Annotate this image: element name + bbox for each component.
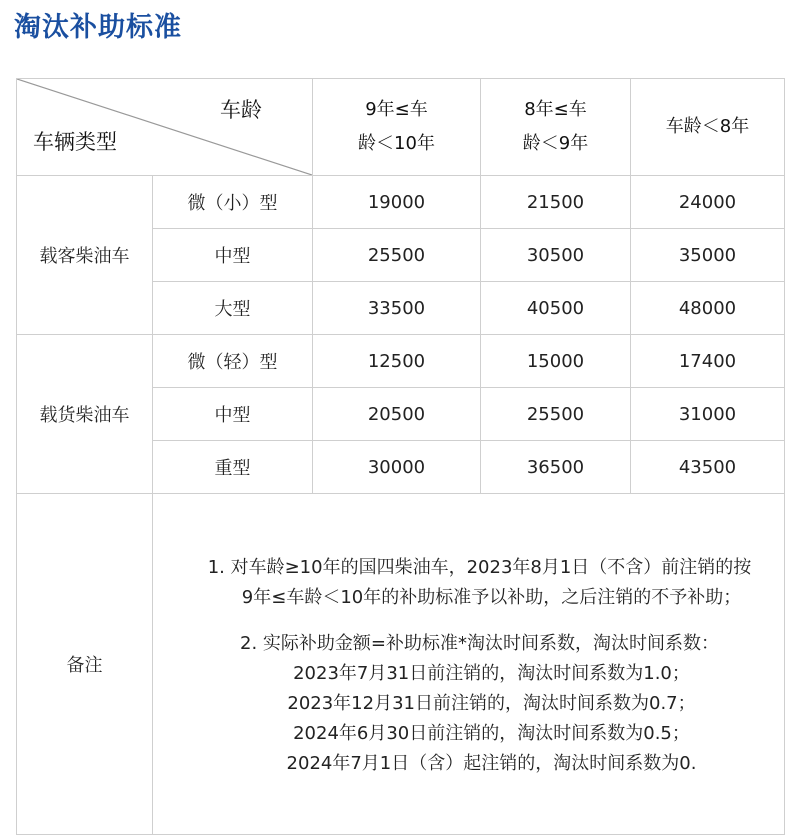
note-line: 1. 对车龄≥10年的国四柴油车，2023年8月1日（不含）前注销的按 xyxy=(207,557,752,578)
group-label-passenger: 载客柴油车 xyxy=(17,176,153,335)
value-cell: 20500 xyxy=(313,388,481,441)
value-cell: 33500 xyxy=(313,282,481,335)
column-header-age-under-8 xyxy=(631,79,785,176)
table-header-row xyxy=(17,79,785,176)
value-cell: 30000 xyxy=(313,441,481,494)
value-cell: 40500 xyxy=(481,282,631,335)
value-cell: 24000 xyxy=(631,176,785,229)
value-cell: 15000 xyxy=(481,335,631,388)
column-header-age-9-10 xyxy=(313,79,481,176)
column-header-line: 龄＜10年 xyxy=(358,133,435,154)
note-line: 2024年6月30日前注销的，淘汰时间系数为0.5； xyxy=(293,723,690,744)
size-cell: 中型 xyxy=(153,229,313,282)
value-cell: 36500 xyxy=(481,441,631,494)
value-cell: 31000 xyxy=(631,388,785,441)
table-row xyxy=(17,335,785,388)
value-cell: 30500 xyxy=(481,229,631,282)
size-cell: 大型 xyxy=(153,282,313,335)
table-row xyxy=(17,176,785,229)
size-cell: 微（小）型 xyxy=(153,176,313,229)
header-vehicle-age: 车龄 xyxy=(220,98,262,122)
size-cell: 微（轻）型 xyxy=(153,335,313,388)
corner-header-cell xyxy=(17,79,313,176)
note-line: 9年≤车龄＜10年的补助标准予以补助，之后注销的不予补助； xyxy=(241,587,742,608)
note-2 xyxy=(175,629,784,779)
column-header-line: 车龄＜8年 xyxy=(665,116,750,137)
note-line: 2024年7月1日（含）起注销的，淘汰时间系数为0. xyxy=(286,753,697,774)
remarks-label: 备注 xyxy=(17,494,153,835)
value-cell: 48000 xyxy=(631,282,785,335)
header-vehicle-type: 车辆类型 xyxy=(33,130,117,154)
remarks-notes xyxy=(153,494,785,835)
column-header-line: 8年≤车 xyxy=(524,99,587,120)
note-line: 2. 实际补助金额=补助标准*淘汰时间系数，淘汰时间系数： xyxy=(240,633,719,654)
value-cell: 43500 xyxy=(631,441,785,494)
group-label-cargo: 载货柴油车 xyxy=(17,335,153,494)
value-cell: 17400 xyxy=(631,335,785,388)
size-cell: 中型 xyxy=(153,388,313,441)
value-cell: 25500 xyxy=(313,229,481,282)
column-header-line: 龄＜9年 xyxy=(522,133,589,154)
page-title: 淘汰补助标准 xyxy=(14,12,182,43)
column-header-line: 9年≤车 xyxy=(365,99,428,120)
subsidy-table xyxy=(16,78,785,835)
column-header-age-8-9 xyxy=(481,79,631,176)
value-cell: 12500 xyxy=(313,335,481,388)
value-cell: 35000 xyxy=(631,229,785,282)
note-line: 2023年7月31日前注销的，淘汰时间系数为1.0； xyxy=(293,663,690,684)
value-cell: 21500 xyxy=(481,176,631,229)
value-cell: 25500 xyxy=(481,388,631,441)
value-cell: 19000 xyxy=(313,176,481,229)
note-1 xyxy=(175,553,784,613)
remarks-row xyxy=(17,494,785,835)
note-line: 2023年12月31日前注销的，淘汰时间系数为0.7； xyxy=(287,693,696,714)
size-cell: 重型 xyxy=(153,441,313,494)
